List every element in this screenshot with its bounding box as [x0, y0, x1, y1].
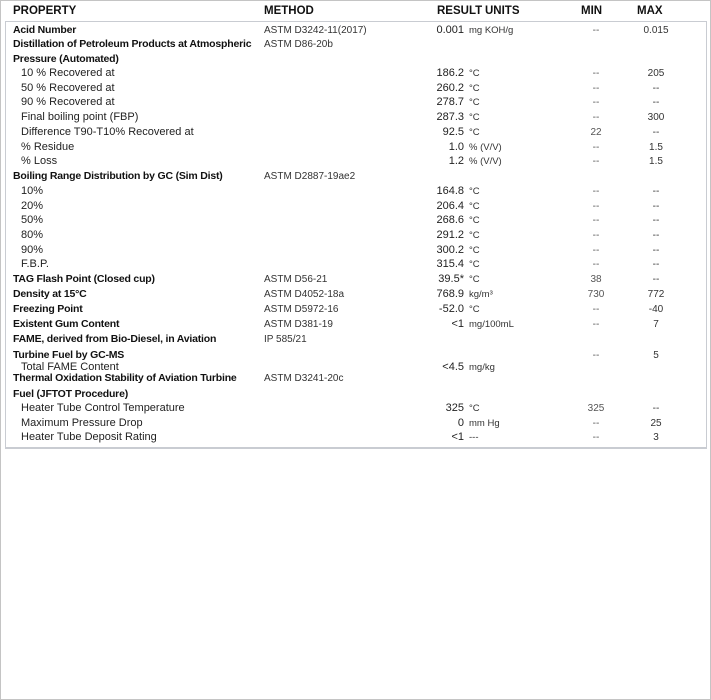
cell-min: 22	[590, 126, 602, 138]
table-row	[6, 52, 706, 67]
cell-units: mg/kg	[469, 362, 495, 373]
cell-property: 80%	[21, 229, 44, 241]
cell-method: IP 585/21	[264, 334, 307, 345]
cell-max: --	[652, 82, 660, 94]
cell-property: 90%	[21, 243, 44, 256]
cell-min: --	[592, 97, 600, 108]
results-table	[5, 21, 707, 449]
cell-min: 38	[590, 274, 602, 285]
cell-method: ASTM D3241-20c	[264, 373, 344, 384]
table-row	[6, 23, 706, 38]
cell-property: Turbine Fuel by GC-MS	[13, 349, 125, 361]
cell-result: 300.2	[436, 243, 464, 256]
cell-min: --	[592, 244, 600, 256]
table-row	[6, 154, 706, 169]
table-row	[6, 110, 706, 125]
cell-units: °C	[469, 259, 480, 270]
table-row	[6, 81, 706, 96]
table-row	[6, 228, 706, 243]
cell-max: 1.5	[649, 156, 663, 167]
table-header	[1, 1, 710, 21]
cell-min: --	[592, 156, 600, 167]
cell-units: °C	[469, 97, 480, 108]
table-row	[6, 169, 706, 184]
cell-units: °C	[469, 230, 480, 241]
cell-result: 186.2	[436, 67, 464, 79]
cell-max: 205	[647, 68, 665, 79]
table-row	[6, 387, 706, 402]
cell-max: 1.5	[649, 141, 663, 153]
cell-units: °C	[469, 244, 480, 256]
cell-property: Heater Tube Control Temperature	[21, 401, 185, 414]
table-row	[6, 317, 706, 332]
cell-result: -52.0	[438, 303, 464, 315]
cell-min: --	[592, 215, 600, 226]
cell-units: °C	[469, 215, 480, 226]
cell-units: °C	[469, 200, 480, 212]
cell-units: °C	[469, 82, 480, 94]
table-row	[6, 213, 706, 228]
cell-method: ASTM D86-20b	[264, 39, 333, 50]
cell-units: °C	[469, 274, 480, 285]
table-row	[6, 272, 706, 287]
cell-min: --	[592, 141, 600, 153]
cell-result: <1	[451, 431, 464, 443]
table-row	[6, 140, 706, 155]
cell-result: 768.9	[436, 288, 464, 300]
header-method: METHOD	[264, 5, 314, 17]
cell-max: --	[652, 244, 660, 256]
cell-units: kg/m³	[469, 289, 493, 300]
cell-units: mg/100mL	[469, 318, 514, 330]
cell-max: 300	[647, 112, 665, 123]
table-row	[6, 371, 706, 386]
table-row	[6, 184, 706, 199]
cell-min: --	[592, 200, 600, 212]
cell-property: % Loss	[21, 155, 58, 167]
cell-result: 164.8	[436, 185, 464, 197]
cell-result: 260.2	[436, 81, 464, 94]
cell-min: 325	[587, 402, 605, 414]
cell-max: 25	[650, 417, 662, 429]
cell-units: % (V/V)	[469, 141, 502, 153]
header-property: PROPERTY	[13, 5, 77, 17]
cell-max: 772	[647, 289, 665, 300]
cell-max: --	[652, 259, 660, 270]
cell-units: °C	[469, 304, 480, 315]
cell-property: Freezing Point	[13, 303, 83, 315]
cell-min: 730	[587, 289, 605, 300]
cell-max: -40	[648, 304, 664, 315]
cell-min: --	[592, 230, 600, 241]
cell-min: --	[592, 304, 600, 315]
cell-property: Difference T90-T10% Recovered at	[21, 125, 194, 138]
cell-max: --	[652, 274, 660, 285]
cell-units: °C	[469, 126, 480, 138]
cell-result: 0	[457, 416, 464, 429]
table-row	[6, 287, 706, 302]
cell-result: 39.5*	[438, 273, 464, 285]
table-row	[6, 416, 706, 431]
cell-max: --	[652, 200, 660, 212]
cell-result: 0.001	[436, 23, 464, 36]
cell-property: 50 % Recovered at	[21, 81, 115, 94]
table-row	[6, 302, 706, 317]
cell-min: --	[592, 82, 600, 94]
cell-method: ASTM D4052-18a	[264, 289, 345, 300]
cell-property: Total FAME Content	[21, 361, 119, 373]
table-row	[6, 66, 706, 81]
cell-property: Fuel (JFTOT Procedure)	[13, 387, 129, 400]
table-row	[6, 257, 706, 272]
table-row	[6, 401, 706, 416]
cell-units: °C	[469, 68, 480, 79]
cell-result: 278.7	[436, 96, 464, 108]
cell-units: °C	[469, 402, 480, 414]
cell-result: 92.5	[442, 125, 464, 138]
cell-units: ---	[469, 432, 479, 443]
cell-max: --	[652, 186, 660, 197]
header-max: MAX	[637, 5, 663, 17]
cell-property: TAG Flash Point (Closed cup)	[13, 273, 155, 285]
cell-units: % (V/V)	[469, 156, 502, 167]
cell-property: Thermal Oxidation Stability of Aviation Turbine	[13, 372, 237, 384]
header-min: MIN	[581, 5, 603, 17]
cell-property: 10 % Recovered at	[21, 67, 115, 79]
table-row	[6, 37, 706, 52]
cell-method: ASTM D2887-19ae2	[264, 171, 356, 182]
cell-max: --	[652, 402, 660, 414]
cell-method: ASTM D3242-11(2017)	[264, 24, 367, 36]
table-row	[6, 332, 706, 347]
table-row	[6, 430, 706, 445]
cell-property: 20%	[21, 199, 44, 212]
cell-max: 5	[653, 350, 659, 361]
table-row	[6, 95, 706, 110]
cell-property: % Residue	[21, 140, 75, 153]
cell-units: mm Hg	[469, 417, 500, 429]
cell-property: Pressure (Automated)	[13, 52, 119, 65]
cell-method: ASTM D56-21	[264, 274, 328, 285]
cell-property: Boiling Range Distribution by GC (Sim Dist)	[13, 170, 223, 182]
cell-min: --	[592, 350, 600, 361]
cell-units: mg KOH/g	[469, 24, 514, 36]
cell-result: 268.6	[436, 214, 464, 226]
cell-min: --	[592, 259, 600, 270]
header-result: RESULT	[437, 5, 483, 17]
cell-max: 0.015	[643, 24, 669, 36]
cell-max: --	[652, 97, 660, 108]
cell-result: 291.2	[436, 229, 464, 241]
cell-min: --	[592, 68, 600, 79]
table-row	[6, 243, 706, 258]
cell-property: Heater Tube Deposit Rating	[21, 431, 157, 443]
cell-method: ASTM D381-19	[264, 318, 333, 330]
cell-max: --	[652, 126, 660, 138]
cell-result: 206.4	[436, 199, 464, 212]
cell-property: Final boiling point (FBP)	[21, 111, 139, 123]
cell-property: Distillation of Petroleum Products at Atmospheric	[13, 38, 252, 50]
cell-property: Existent Gum Content	[13, 317, 120, 330]
cell-min: --	[592, 318, 600, 330]
cell-result: 315.4	[436, 258, 464, 270]
cell-min: --	[592, 112, 600, 123]
cell-property: Density at 15°C	[13, 288, 87, 300]
cell-units: °C	[469, 112, 480, 123]
cell-max: 7	[653, 318, 659, 330]
cell-units: °C	[469, 186, 480, 197]
cell-max: --	[652, 215, 660, 226]
cell-property: F.B.P.	[21, 258, 49, 270]
header-units: UNITS	[485, 5, 520, 17]
cell-result: <1	[451, 317, 464, 330]
table-row	[6, 199, 706, 214]
cell-min: --	[592, 432, 600, 443]
cell-property: Maximum Pressure Drop	[21, 416, 143, 429]
cell-max: --	[652, 230, 660, 241]
cell-result: 1.2	[448, 155, 464, 167]
table-row	[6, 125, 706, 140]
cell-property: 90 % Recovered at	[21, 96, 115, 108]
cell-result: 325	[445, 401, 464, 414]
cell-min: --	[592, 24, 600, 36]
cell-property: 50%	[21, 214, 44, 226]
cell-method: ASTM D5972-16	[264, 304, 339, 315]
cell-min: --	[592, 417, 600, 429]
cell-result: 287.3	[436, 111, 464, 123]
cell-result: <4.5	[442, 361, 464, 373]
cell-min: --	[592, 186, 600, 197]
cell-property: 10%	[21, 185, 44, 197]
cell-result: 1.0	[448, 140, 464, 153]
cell-property: Acid Number	[13, 23, 77, 36]
cell-property: FAME, derived from Bio-Diesel, in Aviation	[13, 333, 217, 345]
cell-max: 3	[653, 432, 659, 443]
